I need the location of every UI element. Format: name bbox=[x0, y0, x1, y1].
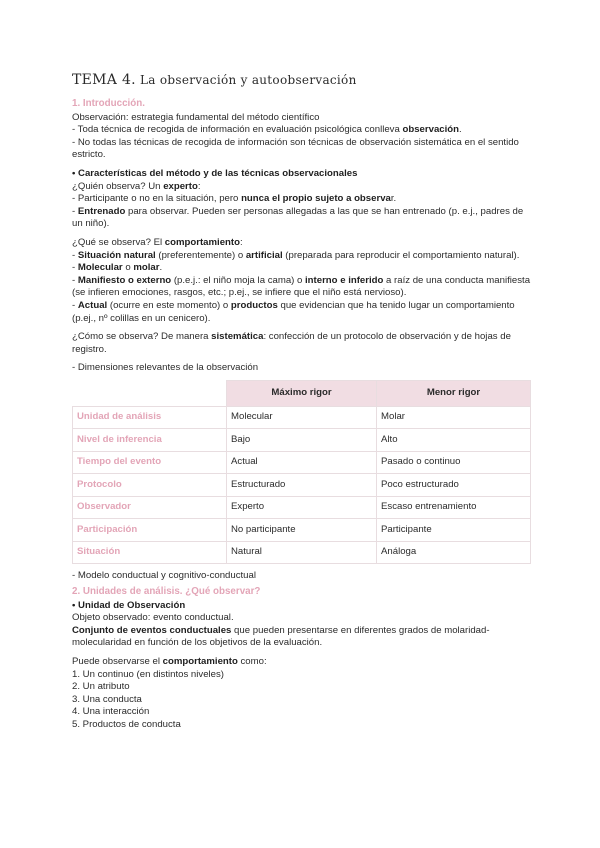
text: - bbox=[72, 262, 78, 274]
bold-text: comportamiento bbox=[162, 655, 238, 667]
bold-text: observación bbox=[402, 124, 460, 136]
text: (preferentemente) o bbox=[155, 249, 246, 261]
paragraph bbox=[72, 206, 532, 231]
section-heading-introduccion: 1. Introducción. bbox=[72, 98, 145, 109]
list-item: 1. Un continuo (en distintos niveles) bbox=[72, 668, 224, 680]
text: . bbox=[459, 124, 462, 136]
row-label: Protocolo bbox=[73, 474, 227, 497]
paragraph bbox=[72, 262, 532, 275]
row-label: Tiempo del evento bbox=[73, 451, 227, 474]
bold-text: Entrenado bbox=[77, 205, 126, 217]
list-item: 2. Un atributo bbox=[72, 681, 130, 693]
text: Puede observarse el bbox=[72, 655, 163, 667]
text: r. bbox=[390, 193, 397, 205]
text: - Toda técnica de recogida de información en evaluación psicológica conlleva bbox=[72, 124, 403, 136]
text: - bbox=[72, 274, 78, 286]
cell-max: Estructurado bbox=[227, 474, 377, 497]
table-row bbox=[73, 474, 531, 497]
bold-text: Manifiesto o externo bbox=[77, 274, 172, 286]
paragraph: - Modelo conductual y cognitivo-conductual bbox=[72, 570, 256, 582]
paragraph bbox=[72, 275, 532, 300]
subheading-caracteristicas bbox=[72, 168, 532, 181]
paragraph bbox=[72, 656, 532, 669]
subheading-unidad-observacion bbox=[72, 600, 532, 613]
cell-max: Molecular bbox=[227, 406, 377, 429]
table-row bbox=[73, 496, 531, 519]
bold-text: Molecular bbox=[77, 262, 123, 274]
text: : bbox=[197, 180, 201, 192]
cell-max: Actual bbox=[227, 451, 377, 474]
cell-min: Participante bbox=[377, 519, 531, 542]
text: (ocurre en este momento) o bbox=[107, 299, 231, 311]
paragraph bbox=[72, 331, 532, 356]
paragraph: Observación: estrategia fundamental del método científico bbox=[72, 111, 320, 123]
paragraph bbox=[72, 124, 532, 137]
text: . bbox=[159, 262, 163, 274]
paragraph bbox=[72, 181, 532, 194]
table-row bbox=[73, 519, 531, 542]
text: ¿Quién observa? Un bbox=[72, 180, 164, 192]
table-header-max: Máximo rigor bbox=[227, 380, 377, 406]
bold-text: experto bbox=[163, 180, 198, 192]
paragraph: - No todas las técnicas de recogida de información son técnicas de observación sistemática en el sentido estricto. bbox=[72, 136, 519, 161]
paragraph bbox=[72, 300, 532, 325]
bold-text: Situación natural bbox=[77, 249, 156, 261]
row-label: Participación bbox=[73, 519, 227, 542]
cell-min: Alto bbox=[377, 429, 531, 452]
bold-text: Conjunto de eventos conductuales bbox=[72, 624, 232, 636]
bold-text: • Unidad de Observación bbox=[72, 599, 186, 611]
row-label: Nivel de inferencia bbox=[73, 429, 227, 452]
paragraph bbox=[72, 237, 532, 250]
text: - bbox=[72, 205, 78, 217]
bold-text: Actual bbox=[77, 299, 108, 311]
title-number: TEMA 4. bbox=[72, 72, 136, 88]
text: ¿Cómo se observa? De manera bbox=[72, 331, 212, 343]
cell-min: Escaso entrenamiento bbox=[377, 496, 531, 519]
list-item: 3. Una conducta bbox=[72, 693, 142, 705]
text: : confección de un protocolo de observación y de hojas de registro. bbox=[72, 331, 511, 355]
behavior-list bbox=[72, 669, 532, 732]
section-heading-unidades: 2. Unidades de análisis. ¿Qué observar? bbox=[72, 585, 261, 597]
page-title bbox=[72, 72, 532, 88]
row-label: Unidad de análisis bbox=[73, 406, 227, 429]
text: - Participante o no en la situación, pero bbox=[72, 193, 242, 205]
row-label: Observador bbox=[73, 496, 227, 519]
document-content bbox=[72, 72, 532, 732]
row-label: Situación bbox=[73, 541, 227, 564]
text: - bbox=[72, 249, 78, 261]
cell-max: Natural bbox=[227, 541, 377, 564]
cell-max: Bajo bbox=[227, 429, 377, 452]
list-item: 5. Productos de conducta bbox=[72, 718, 181, 730]
cell-min: Poco estructurado bbox=[377, 474, 531, 497]
cell-min: Molar bbox=[377, 406, 531, 429]
list-item: 4. Una interacción bbox=[72, 706, 150, 718]
paragraph: - Dimensiones relevantes de la observación bbox=[72, 362, 259, 374]
bold-text: molar bbox=[133, 262, 160, 274]
text: - bbox=[72, 299, 78, 311]
table-header-row bbox=[73, 380, 531, 406]
bold-text: • Características del método y de las técnicas observacionales bbox=[72, 167, 358, 179]
cell-min: Pasado o continuo bbox=[377, 451, 531, 474]
paragraph bbox=[72, 193, 532, 206]
dimensions-table bbox=[72, 380, 531, 565]
text: para observar. Pueden ser personas allegadas a las que se han entrenado (p. e.j., padres de un niño). bbox=[72, 205, 524, 230]
text: (p.e.j.: el niño moja la cama) o bbox=[171, 274, 306, 286]
table-row bbox=[73, 451, 531, 474]
bold-text: nunca el propio sujeto a observa bbox=[241, 193, 391, 205]
text: que evidencian que ha tenido lugar un comportamiento (p.ej., nº colillas en un cenicero). bbox=[72, 299, 515, 324]
text: que pueden presentarse en diferentes grados de molaridad-molecularidad en función de los objetivos de la evaluación. bbox=[72, 624, 490, 649]
text: ¿Qué se observa? El bbox=[72, 236, 165, 248]
title-text: La observación y autoobservación bbox=[135, 73, 357, 87]
table-header-blank bbox=[73, 380, 227, 406]
table-row bbox=[73, 406, 531, 429]
text: a raíz de una conducta manifiesta (se infieren emociones, rasgos, etc.; p.ej., se infiere que el niño está nervioso). bbox=[72, 274, 531, 299]
table-row bbox=[73, 541, 531, 564]
bold-text: interno e inferido bbox=[305, 274, 384, 286]
table-row bbox=[73, 429, 531, 452]
text: : bbox=[239, 236, 243, 248]
text: como: bbox=[237, 655, 267, 667]
bold-text: comportamiento bbox=[164, 236, 240, 248]
bold-text: artificial bbox=[245, 249, 283, 261]
cell-min: Análoga bbox=[377, 541, 531, 564]
paragraph bbox=[72, 250, 532, 263]
paragraph: Objeto observado: evento conductual. bbox=[72, 612, 234, 624]
text: (preparada para reproducir el comportamiento natural). bbox=[282, 249, 520, 261]
cell-max: Experto bbox=[227, 496, 377, 519]
text: o bbox=[122, 262, 134, 274]
bold-text: sistemática bbox=[211, 331, 264, 343]
paragraph bbox=[72, 625, 532, 650]
cell-max: No participante bbox=[227, 519, 377, 542]
bold-text: productos bbox=[230, 299, 278, 311]
table-header-min: Menor rigor bbox=[377, 380, 531, 406]
